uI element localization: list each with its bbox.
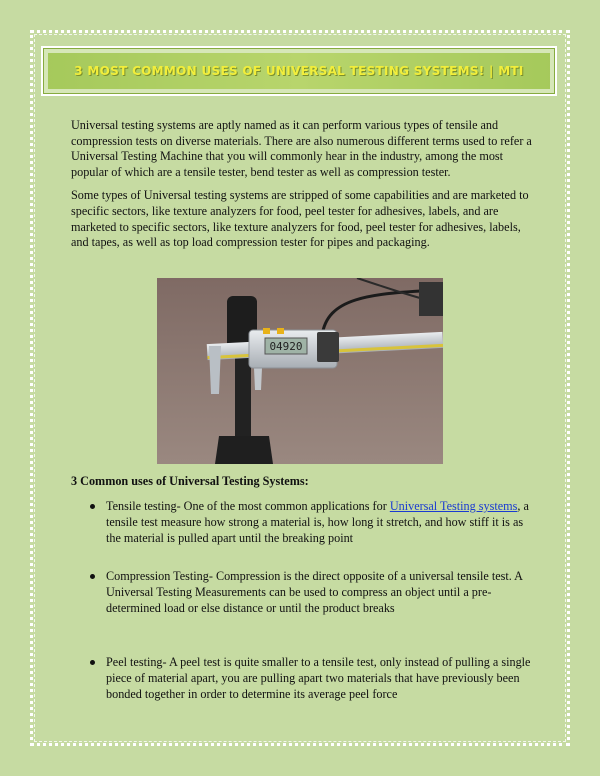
title-banner [41,46,557,96]
intro-paragraph-2: Some types of Universal testing systems are stripped of some capabilities and are marketed to specific sectors, like texture analyzers for food, peel tester for adhesives, labels, and are marketed to specific sectors, like texture analyzers for food, peel tester for adhesives, labels, and tapes, as well as top load compression tester for pipes and packaging. [71,188,529,250]
list-item [71,498,533,546]
bullet-icon [90,574,95,579]
universal-testing-systems-link[interactable]: Universal Testing systems [389,499,518,513]
list-item [71,568,533,616]
intro-paragraph-1: Universal testing systems are aptly named as it can perform various types of tensile and compression tests on diverse materials. There are also numerous different terms used to refer a Universal Testing Machine that you will commonly hear in the industry, among the most popular of which are a tensile tester, bend tester as well as compression tester. [71,118,532,179]
intro-text [71,118,533,259]
bullet-text-end: , a tensile test measure how strong a material is, how long it stretch, and how stiff it is as the material is pulled apart until the breaking point [106,499,529,545]
caliper-readout: 04920 [269,340,303,353]
bullet-text: Peel testing- A peel test is quite smaller to a tensile test, only instead of pulling a single piece of material apart, you are pulling apart two materials that have previously been bonded together in order to determine its average peel force [106,655,531,701]
bullet-icon [90,504,95,509]
page-title: 3 MOST COMMON USES OF UNIVERSAL TESTING SYSTEMS! | MTI [74,64,524,78]
list-item [71,654,533,702]
bullet-icon [90,660,95,665]
caliper-photo [157,278,443,464]
caliper-illustration [157,278,443,464]
uses-list [71,498,533,702]
bullet-text-start: Tensile testing- One of the most common applications for [106,499,390,513]
bullet-text: Compression Testing- Compression is the direct opposite of a universal tensile test. A Universal Testing Measurements can be used to compress an object until a pre-determined load or else distance or until the product breaks [106,569,523,615]
uses-heading: 3 Common uses of Universal Testing Systems: [71,474,309,488]
